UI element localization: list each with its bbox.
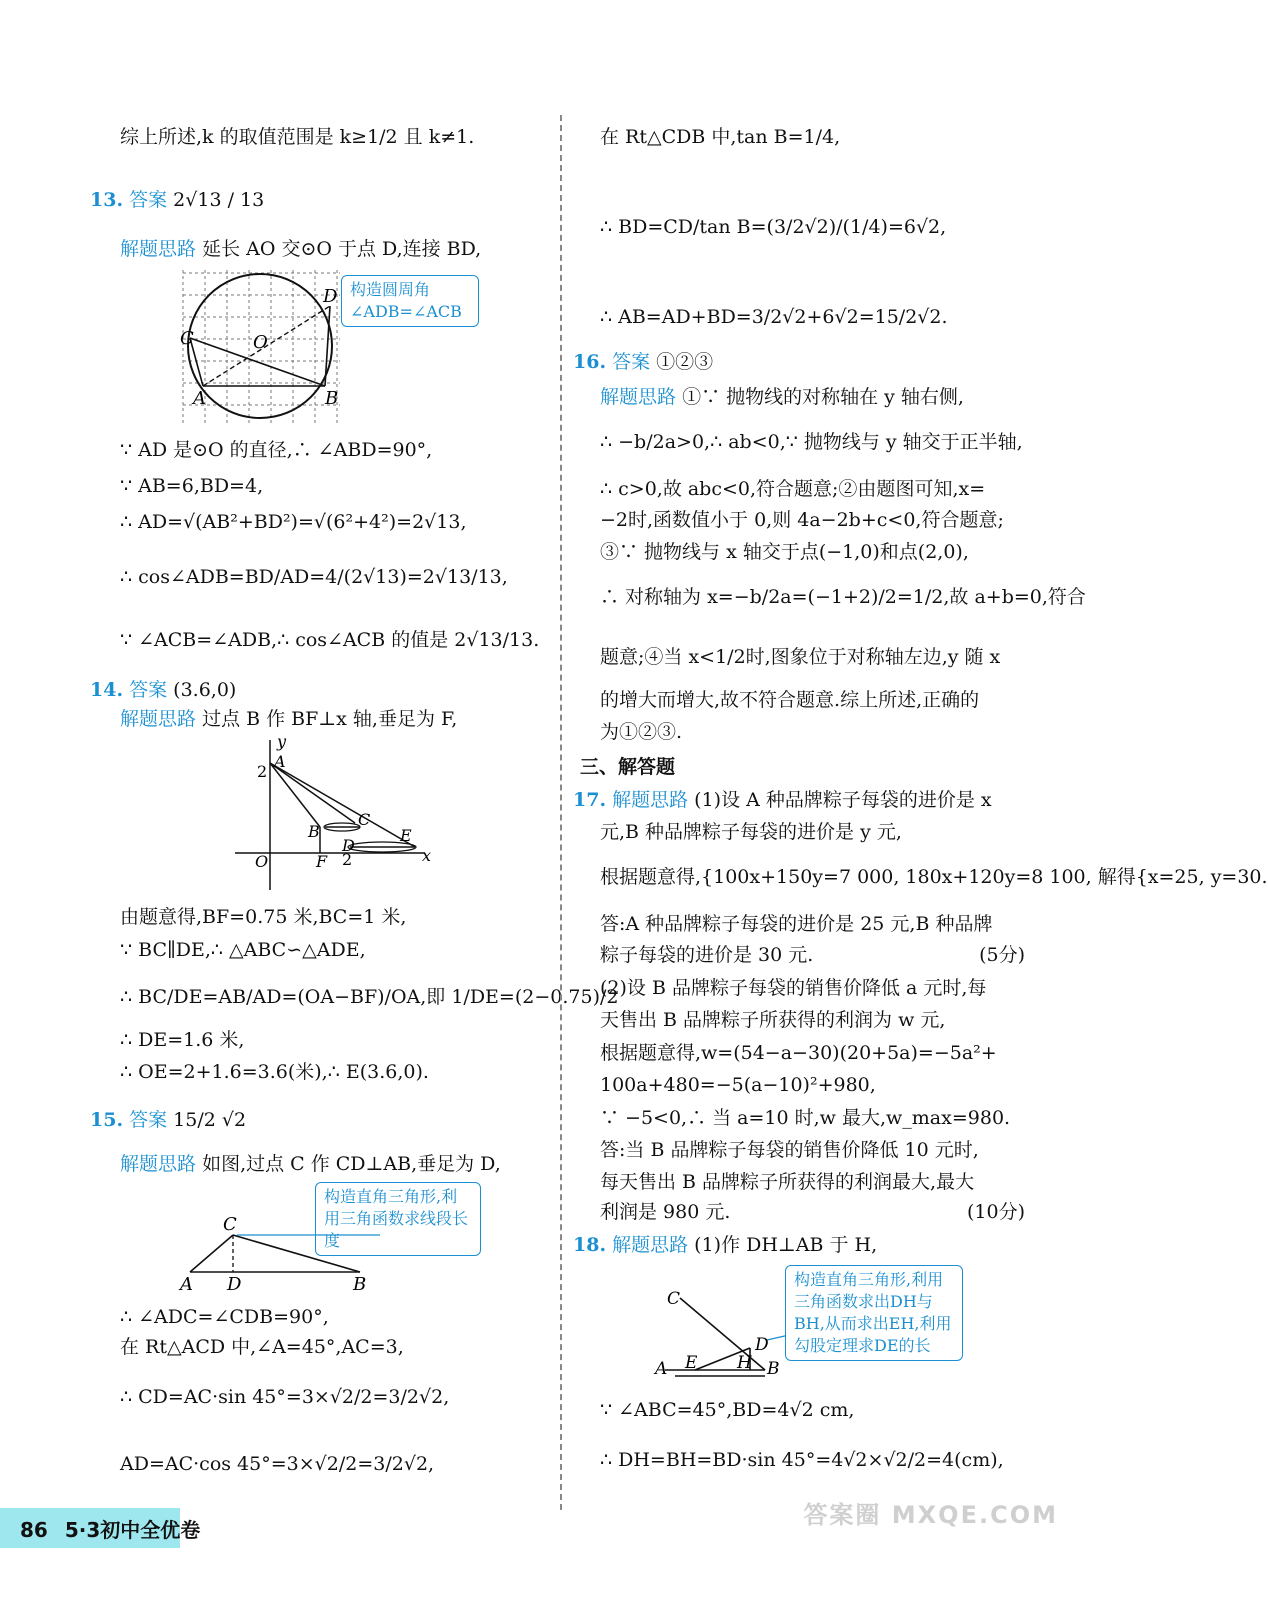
text-line: ∴ CD=AC·sin 45°=3×√2/2=3/2√2,: [120, 1386, 450, 1408]
label-d: D: [323, 286, 338, 307]
hint-label: 解题思路: [120, 238, 197, 260]
text-line: 根据题意得,w=(54−a−30)(20+5a)=−5a²+: [600, 1042, 997, 1064]
text-line: 的增大而增大,故不符合题意.综上所述,正确的: [600, 689, 980, 711]
text-line: 答:A 种品牌粽子每袋的进价是 25 元,B 种品牌: [600, 913, 993, 935]
text-line: ∴ BD=CD/tan B=(3/2√2)/(1/4)=6√2,: [600, 216, 947, 238]
question-number: 14.: [90, 679, 124, 701]
label-c: C: [667, 1289, 681, 1309]
label-2: 2: [257, 762, 268, 781]
text-line: 元,B 种品牌粽子每袋的进价是 y 元,: [600, 821, 902, 843]
text-line: ∴ AB=AD+BD=3/2√2+6√2=15/2√2.: [600, 306, 948, 328]
hint-line: [120, 1152, 501, 1176]
note-box: 构造直角三角形,利用三角函数求线段长度: [315, 1182, 481, 1256]
label-d: D: [755, 1335, 769, 1355]
label-x: x: [422, 846, 432, 865]
answer-tag: 答案: [129, 189, 168, 211]
triangle-figure: [175, 1210, 390, 1295]
label-o: O: [255, 852, 269, 871]
text-line: ∴ OE=2+1.6=3.6(米),∴ E(3.6,0).: [120, 1061, 429, 1083]
text-line: ∴ 对称轴为 x=−b/2a=(−1+2)/2=1/2,故 a+b=0,符合: [600, 586, 1086, 608]
label-e: E: [685, 1353, 698, 1373]
text-line: 题意;④当 x<1/2时,图象位于对称轴左边,y 随 x: [600, 646, 1001, 668]
label-a: A: [655, 1359, 668, 1379]
text-line: ∵ AD 是⊙O 的直径,∴ ∠ABD=90°,: [120, 439, 433, 461]
note-box: 构造直角三角形,利用三角函数求出DH与BH,从而求出EH,利用勾股定理求DE的长: [785, 1265, 963, 1361]
score-label: (10分): [966, 1201, 1025, 1223]
text-line: 在 Rt△ACD 中,∠A=45°,AC=3,: [120, 1336, 404, 1358]
lamp-figure: [230, 732, 440, 895]
text-line: 粽子每袋的进价是 30 元.: [600, 944, 814, 966]
text-line: 综上所述,k 的取值范围是 k≥1/2 且 k≠1.: [120, 126, 475, 148]
text-line: ∴ DE=1.6 米,: [120, 1029, 245, 1051]
text-line: ∴ ∠ADC=∠CDB=90°,: [120, 1306, 329, 1328]
label-b: B: [767, 1359, 780, 1379]
answer-value: (3.6,0): [173, 679, 237, 701]
label-f: F: [316, 852, 328, 871]
text-line: ∴ c>0,故 abc<0,符合题意;②由题图可知,x=: [600, 478, 986, 500]
question-15-header: [90, 1108, 246, 1132]
page-number: 86: [20, 1518, 48, 1542]
text-line: −2时,函数值小于 0,则 4a−2b+c<0,符合题意;: [600, 509, 1004, 531]
text-line: ∵ BC∥DE,∴ △ABC∽△ADE,: [120, 939, 366, 961]
section-heading: 三、解答题: [580, 756, 676, 778]
book-title: 5·3初中全优卷: [64, 1518, 201, 1542]
answer-value: 15/2 √2: [173, 1109, 247, 1131]
label-d: D: [342, 836, 355, 855]
question-number: 15.: [90, 1109, 124, 1131]
answer-tag: 答案: [612, 351, 651, 373]
text-line: ∴ DH=BH=BD·sin 45°=4√2×√2/2=4(cm),: [600, 1449, 1004, 1471]
hint-label: 解题思路: [120, 1153, 197, 1175]
hint-line: [120, 237, 481, 261]
text-line: 天售出 B 品牌粽子所获得的利润为 w 元,: [600, 1009, 946, 1031]
question-16-header: [573, 350, 713, 374]
hint-text: 如图,过点 C 作 CD⊥AB,垂足为 D,: [202, 1153, 501, 1175]
text-line: 根据题意得,{100x+150y=7 000, 180x+120y=8 100, 解得{x=25, y=30.: [600, 866, 1268, 888]
text-line: AD=AC·cos 45°=3×√2/2=3/2√2,: [120, 1453, 435, 1475]
label-a: A: [180, 1274, 193, 1295]
text-line: 由题意得,BF=0.75 米,BC=1 米,: [120, 906, 407, 928]
label-h: H: [737, 1353, 752, 1373]
label-e: E: [400, 826, 412, 845]
hint-label: 解题思路: [120, 708, 197, 730]
label-c: C: [358, 810, 371, 829]
hint-line: [600, 385, 964, 409]
hint-label: 解题思路: [600, 386, 677, 408]
question-13-header: [90, 188, 264, 212]
score-label: (5分): [979, 944, 1025, 966]
text-line: 利润是 980 元.: [600, 1201, 731, 1223]
text-line: ∴ −b/2a>0,∴ ab<0,∵ 抛物线与 y 轴交于正半轴,: [600, 431, 1023, 453]
label-c: C: [180, 328, 194, 349]
text-line: ③∵ 抛物线与 x 轴交于点(−1,0)和点(2,0),: [600, 541, 969, 563]
answer-value: 2√13 / 13: [173, 189, 265, 211]
text-line: ∴ BC/DE=AB/AD=(OA−BF)/OA,即 1/DE=(2−0.75)/2: [120, 986, 619, 1008]
circle-figure: [175, 268, 355, 428]
answer-tag: 答案: [129, 679, 168, 701]
hint-text: 延长 AO 交⊙O 于点 D,连接 BD,: [202, 238, 482, 260]
text-line: ∴ cos∠ADB=BD/AD=4/(2√13)=2√13/13,: [120, 566, 508, 588]
label-b: B: [325, 388, 339, 409]
hint-line: [120, 707, 457, 731]
question-number: 16.: [573, 351, 607, 373]
hint-text: 过点 B 作 BF⊥x 轴,垂足为 F,: [202, 708, 458, 730]
text-line: (2)设 B 品牌粽子每袋的销售价降低 a 元时,每: [600, 977, 987, 999]
hint-label: 解题思路: [612, 1234, 689, 1256]
text-line: 为①②③.: [600, 721, 683, 743]
note-box: 构造圆周角 ∠ADB=∠ACB: [341, 275, 479, 327]
hint-label: 解题思路: [612, 789, 689, 811]
footer: [20, 1514, 200, 1543]
column-divider: [560, 115, 562, 1510]
hint-text: (1)作 DH⊥AB 于 H,: [694, 1234, 878, 1256]
label-c: C: [223, 1214, 237, 1235]
question-14-header: [90, 678, 236, 702]
question-17-header: [573, 788, 992, 812]
label-b: B: [353, 1274, 367, 1295]
text-line: 100a+480=−5(a−10)²+980,: [600, 1074, 876, 1096]
question-number: 17.: [573, 789, 607, 811]
label-d: D: [227, 1274, 242, 1295]
text-line: 答:当 B 品牌粽子每袋的销售价降低 10 元时,: [600, 1139, 979, 1161]
text-line: 每天售出 B 品牌粽子所获得的利润最大,最大: [600, 1171, 975, 1193]
text-line: 在 Rt△CDB 中,tan B=1/4,: [600, 126, 841, 148]
hint-text: ①∵ 抛物线的对称轴在 y 轴右侧,: [682, 386, 964, 408]
label-b: B: [308, 822, 320, 841]
text-line: ∵ AB=6,BD=4,: [120, 475, 264, 497]
label-2b: 2: [342, 850, 353, 869]
label-a: A: [274, 752, 286, 771]
hint-text: (1)设 A 种品牌粽子每袋的进价是 x: [694, 789, 992, 811]
label-o: O: [253, 332, 268, 353]
question-18-header: [573, 1233, 877, 1257]
text-line: ∵ −5<0,∴ 当 a=10 时,w 最大,w_max=980.: [600, 1107, 1011, 1129]
text-line: ∵ ∠ABC=45°,BD=4√2 cm,: [600, 1399, 855, 1421]
answer-value: ①②③: [656, 351, 714, 373]
label-y: y: [277, 732, 287, 751]
text-line: ∵ ∠ACB=∠ADB,∴ cos∠ACB 的值是 2√13/13.: [120, 629, 540, 651]
answer-tag: 答案: [129, 1109, 168, 1131]
label-a: A: [193, 388, 206, 409]
watermark: 答案圈 MXQE.COM: [803, 1501, 1058, 1529]
text-line: ∴ AD=√(AB²+BD²)=√(6²+4²)=2√13,: [120, 511, 467, 533]
question-number: 13.: [90, 189, 124, 211]
question-number: 18.: [573, 1234, 607, 1256]
